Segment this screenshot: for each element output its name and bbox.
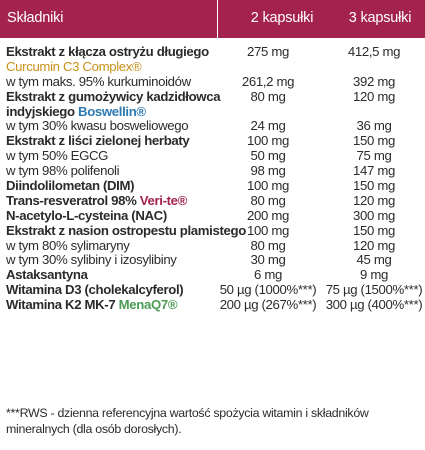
amount-3-capsules: 75 µg (1500%***) xyxy=(325,282,423,298)
table-row xyxy=(0,75,425,90)
ingredient-name xyxy=(6,149,108,164)
amount-3-capsules: 412,5 mg xyxy=(347,44,401,59)
ingredient-label: Ekstrakt z kłącza ostryżu długiego xyxy=(6,44,209,59)
amount-3-capsules: 120 mg xyxy=(353,192,395,208)
amount-3-capsules: 392 mg xyxy=(353,73,395,89)
amount-3-capsules: 45 mg xyxy=(356,252,392,268)
ingredient-name xyxy=(6,105,146,120)
table-row xyxy=(0,253,425,268)
ingredient-name xyxy=(6,164,119,179)
amount-3-capsules: 300 mg xyxy=(353,207,395,223)
amount-3-capsules: 120 mg xyxy=(353,237,395,253)
ingredient-label: Trans-resveratrol 98% xyxy=(6,192,137,208)
amount-3-capsules: 9 mg xyxy=(360,267,388,283)
table-row xyxy=(0,105,425,120)
ingredient-name xyxy=(6,194,187,209)
amount-3-capsules: 150 mg xyxy=(353,178,395,194)
amount-2-capsules: 275 mg xyxy=(247,44,289,59)
ingredients-table xyxy=(0,45,425,313)
ingredient-name xyxy=(6,90,220,105)
amount-2-capsules: 6 mg xyxy=(254,267,282,283)
amount-2-capsules: 200 mg xyxy=(247,207,289,223)
ingredient-name: Curcumin C3 Complex® xyxy=(6,58,142,74)
ingredient-name xyxy=(6,134,189,149)
brand-name: Veri-te® xyxy=(139,192,188,208)
ingredient-label: Ekstrakt z nasion ostropestu plamistego xyxy=(6,222,246,238)
ingredient-label: w tym 30% sylibiny i izosylibiny xyxy=(6,252,177,268)
brand-name: Boswellin® xyxy=(78,103,146,119)
ingredient-label: w tym 50% EGCG xyxy=(6,148,109,164)
ingredient-name xyxy=(6,283,183,298)
ingredient-name xyxy=(6,209,167,224)
table-row xyxy=(0,268,425,283)
ingredient-label: Witamina D3 (cholekalcyferol) xyxy=(6,282,184,298)
table-header xyxy=(0,0,425,38)
table-row xyxy=(0,209,425,224)
table-row xyxy=(0,149,425,164)
amount-2-capsules: 24 mg xyxy=(250,118,286,134)
table-row xyxy=(0,164,425,179)
amount-2-capsules: 80 mg xyxy=(250,88,286,104)
brand-name: MenaQ7® xyxy=(118,297,178,313)
amount-3-capsules: 120 mg xyxy=(353,88,395,104)
amount-2-capsules: 80 mg xyxy=(250,237,286,253)
amount-3-capsules: 147 mg xyxy=(353,163,395,179)
ingredient-label: w tym 30% kwasu bosweliowego xyxy=(6,118,189,134)
ingredient-label: Witamina K2 MK-7 xyxy=(6,297,116,313)
amount-2-capsules: 98 mg xyxy=(250,163,286,179)
amount-2-capsules: 261,2 mg xyxy=(241,73,295,89)
table-row xyxy=(0,134,425,149)
ingredient-name xyxy=(6,239,129,254)
ingredient-label: Astaksantyna xyxy=(6,267,88,283)
amount-2-capsules: 50 µg (1000%***) xyxy=(219,282,317,298)
ingredient-name xyxy=(6,45,209,60)
ingredient-label: N-acetylo-L-cysteina (NAC) xyxy=(6,207,167,223)
ingredient-name xyxy=(6,119,188,134)
ingredient-label: indyjskiego xyxy=(6,103,75,119)
header-ingredients: Składniki xyxy=(7,10,64,26)
ingredient-name xyxy=(6,253,177,268)
ingredient-label: w tym 80% sylimaryny xyxy=(6,237,130,253)
amount-2-capsules: 200 µg (267%***) xyxy=(219,297,317,313)
ingredient-label: Diindolilometan (DIM) xyxy=(6,178,135,194)
ingredient-label: w tym maks. 95% kurkuminoidów xyxy=(6,73,191,89)
amount-2-capsules: 80 mg xyxy=(250,192,286,208)
amount-2-capsules: 50 mg xyxy=(250,148,286,164)
ingredient-name xyxy=(6,179,134,194)
amount-3-capsules: 36 mg xyxy=(356,118,392,134)
table-row xyxy=(0,60,425,75)
amount-3-capsules: 150 mg xyxy=(353,133,395,149)
ingredient-label: w tym 98% polifenoli xyxy=(6,163,120,179)
table-row xyxy=(0,298,425,313)
amount-2-capsules: 100 mg xyxy=(247,222,289,238)
amount-2-capsules: 30 mg xyxy=(250,252,286,268)
table-row xyxy=(0,90,425,105)
amount-3-capsules: 300 µg (400%***) xyxy=(325,297,423,313)
table-row xyxy=(0,179,425,194)
ingredient-label: Ekstrakt z gumożywicy kadzidłowca xyxy=(6,88,221,104)
footnote: ***RWS - dzienna referencyjna wartość spożycia witamin i składników mineralnych (dla osób dorosłych). xyxy=(6,406,369,436)
table-row xyxy=(0,224,425,239)
table-row xyxy=(0,194,425,209)
table-row xyxy=(0,45,425,60)
ingredient-name xyxy=(6,268,88,283)
header-3-capsules: 3 kapsułki xyxy=(348,10,412,26)
header-2-capsules: 2 kapsułki xyxy=(250,10,314,26)
ingredient-name xyxy=(6,298,177,313)
table-row xyxy=(0,119,425,134)
table-row xyxy=(0,239,425,254)
amount-3-capsules: 75 mg xyxy=(356,148,392,164)
amount-2-capsules: 100 mg xyxy=(247,133,289,149)
amount-2-capsules: 100 mg xyxy=(247,178,289,194)
ingredient-label: Ekstrakt z liści zielonej herbaty xyxy=(6,133,190,149)
header-separator xyxy=(217,0,218,38)
ingredient-name xyxy=(6,75,191,90)
amount-3-capsules: 150 mg xyxy=(353,222,395,238)
table-row xyxy=(0,283,425,298)
